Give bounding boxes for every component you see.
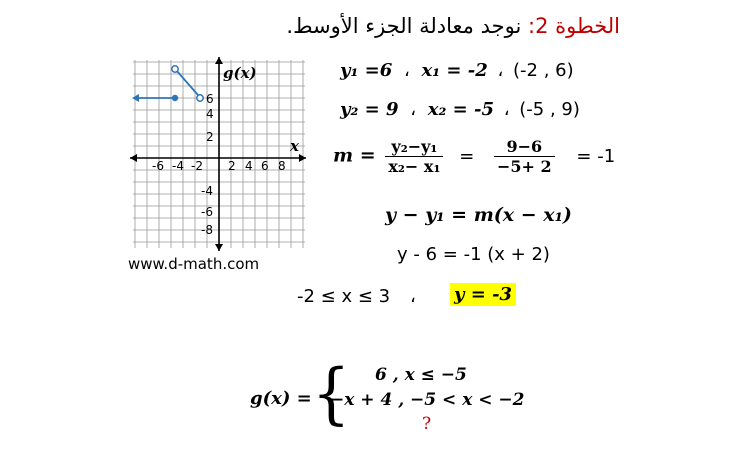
function-graph (128, 55, 308, 253)
y-tick-label: 2 (206, 130, 214, 144)
x-tick-label: -6 (152, 159, 164, 173)
point2-pair: (-5 , 9) (519, 99, 580, 120)
piecewise-row-2: −x + 4 , −5 < x < −2 (330, 390, 525, 410)
y-axis-arrow-up (215, 57, 223, 64)
slope-lhs: m = (333, 144, 376, 167)
y-tick-label: 6 (206, 92, 214, 106)
open-point-top (172, 66, 178, 72)
y-tick-label: 4 (206, 107, 214, 121)
y-tick-label: -8 (201, 223, 213, 237)
point-slope-form: y − y₁ = m(x − x₁) (385, 204, 572, 226)
point2-line (340, 99, 580, 120)
graph-function-label: g(x) (223, 64, 257, 82)
result-equation-highlight (450, 284, 516, 305)
slope-value-numerator: 9−6 (494, 137, 555, 157)
point1-line (340, 60, 574, 81)
open-point-right (197, 95, 203, 101)
piecewise-row-1: 6 , x ≤ −5 (375, 365, 467, 385)
step-text: نوجد معادلة الجزء الأوسط. (286, 14, 522, 38)
slope-symbolic-denominator: x₂− x₁ (388, 157, 441, 176)
piecewise-lhs: g(x) = (250, 388, 312, 409)
piecewise-row-3: ? (422, 414, 432, 434)
watermark: www.d-math.com (128, 255, 260, 273)
x-tick-label: 6 (261, 159, 269, 173)
point1-pair: (-2 , 6) (513, 60, 574, 81)
separator: ، (503, 99, 510, 120)
point2-x: x₂ = -5 (427, 99, 494, 120)
substituted-equation: y - 6 = -1 (x + 2) (397, 244, 550, 265)
x-axis-label: x (290, 137, 299, 155)
point1-y: y₁ =6 (340, 60, 393, 81)
x-tick-label: -4 (172, 159, 184, 173)
slope-symbolic-fraction (385, 137, 443, 176)
separator: ، (410, 99, 417, 120)
segment-arrow-left (132, 94, 139, 102)
separator: ، (497, 60, 504, 81)
piecewise-brace: { (312, 355, 351, 433)
equals-sign: = (459, 145, 475, 167)
point1-x: x₁ = -2 (421, 60, 488, 81)
slope-result: = -1 (576, 145, 616, 167)
x-tick-label: 4 (245, 159, 253, 173)
closed-point (172, 95, 178, 101)
separator: ، (410, 286, 416, 307)
slope-formula (333, 137, 615, 176)
x-axis-arrow-right (299, 154, 306, 162)
y-tick-label: -6 (201, 205, 213, 219)
step-label: الخطوة 2: (528, 14, 620, 38)
x-tick-label: 8 (278, 159, 286, 173)
result-domain: -2 ≤ x ≤ 3 (297, 286, 391, 307)
x-axis-arrow-left (130, 154, 137, 162)
y-axis-arrow-down (215, 244, 223, 251)
separator: ، (403, 60, 410, 81)
slope-value-denominator: −5+ 2 (497, 157, 552, 176)
slope-symbolic-numerator: y₂−y₁ (385, 137, 443, 157)
result-equation: y = -3 (450, 283, 516, 306)
x-tick-label: -2 (191, 159, 203, 173)
point2-y: y₂ = 9 (340, 99, 399, 120)
slope-value-fraction (494, 137, 555, 176)
x-tick-label: 2 (228, 159, 236, 173)
y-tick-label: -4 (201, 184, 213, 198)
step-heading (286, 14, 620, 38)
